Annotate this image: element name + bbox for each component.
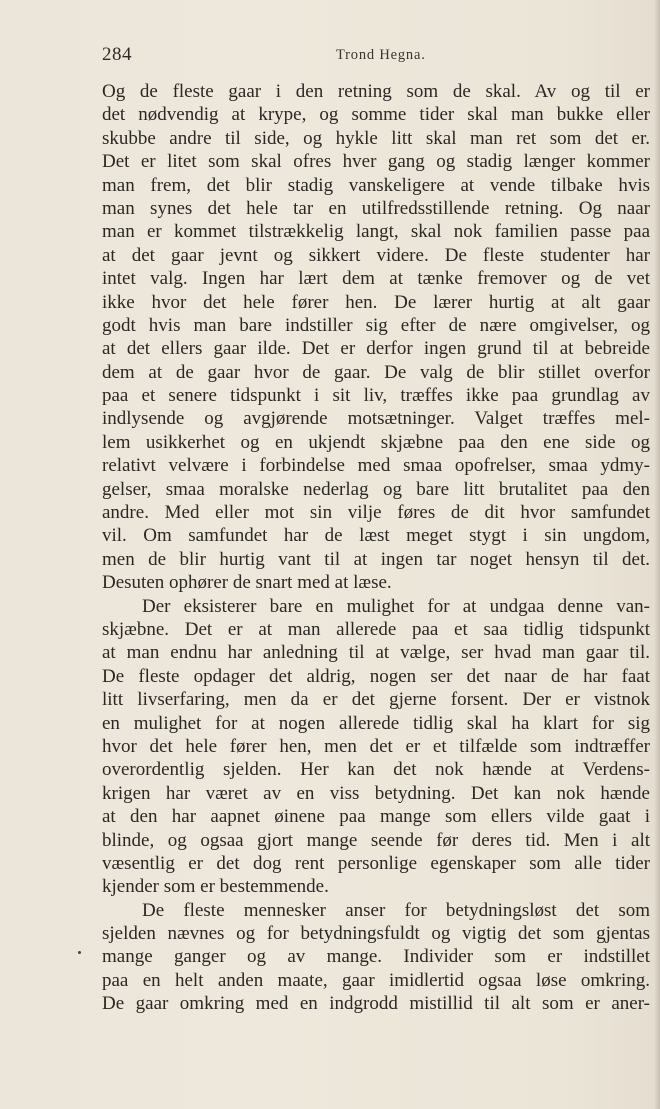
text-line: vil. Om samfundet har de læst meget stygt i sin ungdom, (102, 525, 650, 547)
margin-speck (78, 951, 81, 954)
text-line: dem at de gaar hvor de gaar. De valg de blir stillet overfor (102, 361, 650, 383)
text-line: godt hvis man bare indstiller sig efter de nære omgivelser, og (102, 314, 650, 336)
page-header (102, 44, 642, 68)
text-line: det nødvendig at krype, og somme tider skal man bukke eller (102, 104, 650, 126)
text-line: mange ganger og av mange. Individer som er indstillet (102, 946, 650, 968)
text-line: kjender som er bestemmende. (102, 876, 329, 898)
text-line: at det ellers gaar ilde. Det er derfor ingen grund til at bebreide (102, 338, 650, 360)
text-line: en mulighet for at nogen allerede tidlig skal ha klart for sig (102, 712, 650, 734)
text-line: hvor det hele fører hen, men det er et tilfælde som indtræffer (102, 735, 650, 757)
page-number: 284 (102, 44, 132, 65)
text-line: De gaar omkring med en indgrodd mistillid til alt som er aner- (102, 993, 650, 1015)
text-line: De fleste opdager det aldrig, nogen ser det naar de har faat (102, 665, 650, 687)
text-line: man synes det hele tar en utilfredsstillende retning. Og naar (102, 197, 650, 219)
text-line: sjelden nævnes og for betydningsfuldt og vigtig det som gjentas (102, 923, 650, 945)
text-line: indlysende og avgjørende motsætninger. Valget træffes mel- (102, 408, 650, 430)
text-line: paa et senere tidspunkt i sit liv, træffes ikke paa grundlag av (102, 385, 650, 407)
text-line: overordentlig sjelden. Her kan det nok hænde at Verdens- (102, 759, 650, 781)
text-line: gelser, smaa moralske nederlag og bare litt brutalitet paa den (102, 478, 650, 500)
text-line: ikke hvor det hele fører hen. De lærer hurtig at alt gaar (102, 291, 650, 313)
text-line: andre. Med eller mot sin vilje føres de dit hvor samfundet (102, 502, 650, 524)
text-line: væsentlig er det dog rent personlige egenskaper som alle tider (102, 852, 650, 874)
text-line: relativt velvære i forbindelse med smaa opofrelser, smaa ydmy- (102, 455, 650, 477)
text-line: at den har aapnet øinene paa mange som ellers vilde gaat i (102, 806, 650, 828)
text-line: litt livserfaring, men da er det gjerne forsent. Der er vistnok (102, 689, 650, 711)
text-line: intet valg. Ingen har lært dem at tænke fremover og de vet (102, 268, 650, 290)
page-edge-shadow (654, 0, 660, 1109)
text-line: Desuten ophører de snart med at læse. (102, 572, 392, 594)
text-line: blinde, og ogsaa gjort mange seende før deres tid. Men i alt (102, 829, 650, 851)
text-line: skjæbne. Det er at man allerede paa et saa tidlig tidspunkt (102, 618, 650, 640)
text-line: Det er litet som skal ofres hver gang og stadig længer kommer (102, 151, 650, 173)
text-line: De fleste mennesker anser for betydningsløst det som (142, 899, 650, 921)
text-line: krigen har været av en viss betydning. Det kan nok hænde (102, 782, 650, 804)
text-line: Der eksisterer bare en mulighet for at undgaa denne van- (142, 595, 650, 617)
text-line: Og de fleste gaar i den retning som de skal. Av og til er (102, 81, 650, 102)
text-line: man frem, det blir stadig vanskeligere at vende tilbake hvis (102, 174, 650, 196)
running-head: Trond Hegna. (336, 47, 426, 63)
text-line: at man endnu har anledning til at vælge, ser hvad man gaar til. (102, 642, 650, 664)
text-line: lem usikkerhet og en ukjendt skjæbne paa den ene side og (102, 431, 650, 453)
text-line: men de blir hurtig vant til at ingen tar noget hensyn til det. (102, 548, 650, 570)
text-line: at det gaar jevnt og sikkert videre. De fleste studenter har (102, 244, 650, 266)
text-line: skubbe andre til side, og hykle litt skal man ret som det er. (102, 127, 650, 149)
text-line: paa en helt anden maate, gaar imidlertid ogsaa løse omkring. (102, 969, 650, 991)
body-text (102, 80, 650, 1016)
text-line: man er kommet tilstrækkelig langt, skal nok familien passe paa (102, 221, 650, 243)
